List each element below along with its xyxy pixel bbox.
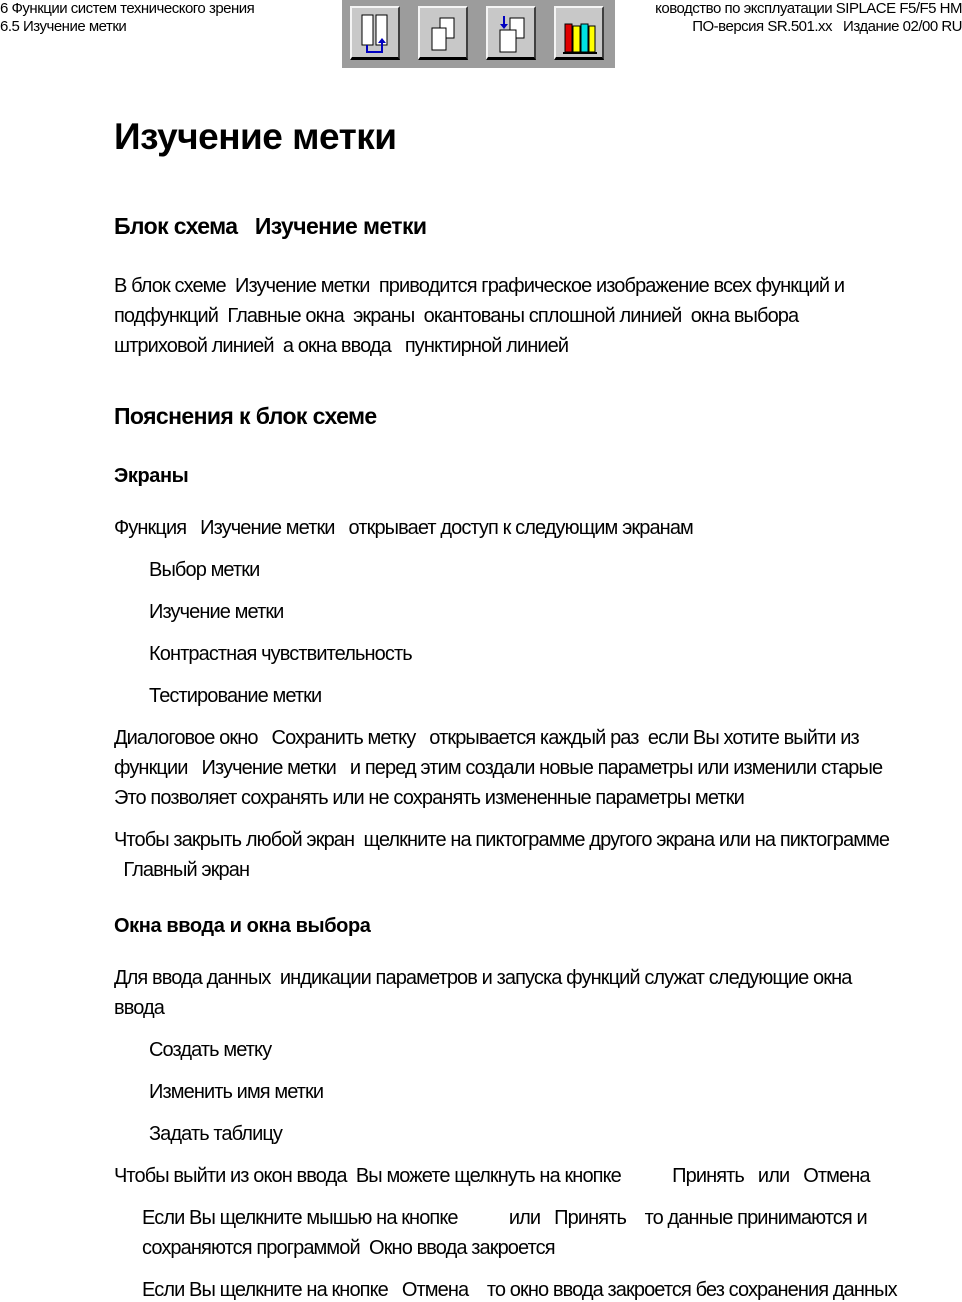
contents-button[interactable]	[350, 6, 400, 60]
navigation-toolbar	[342, 0, 615, 68]
heading-explanations: Пояснения к блок схеме	[114, 403, 377, 429]
paragraph-line: Функция Изучение метки открывает доступ к следующим экранам	[114, 517, 693, 539]
paragraph-line: Если Вы щелкните на кнопке Отмена то окно ввода закроется без сохранения данных	[142, 1279, 897, 1301]
list-item: Контрастная чувствительность	[149, 643, 412, 665]
back-page-icon	[492, 12, 532, 56]
paragraph-line: функции Изучение метки и перед этим создали новые параметры или изменили старые	[114, 757, 883, 779]
paragraph-line: Это позволяет сохранять или не сохранять измененные параметры метки	[114, 787, 744, 809]
list-item: Выбор метки	[149, 559, 260, 581]
paragraph-line: ввода	[114, 997, 165, 1019]
list-item: Задать таблицу	[149, 1123, 283, 1145]
header-version: ПО-версия SR.501.xx Издание 02/00 RU	[692, 18, 962, 35]
list-item: Изменить имя метки	[149, 1081, 324, 1103]
back-page-button[interactable]	[486, 6, 536, 60]
paragraph-line: штриховой линией а окна ввода пунктирной линией	[114, 335, 569, 357]
header-chapter: 6 Функции систем технического зрения	[0, 0, 255, 17]
paragraph-line: Чтобы выйти из окон ввода Вы можете щелкнуть на кнопке Принять или Отмена	[114, 1165, 870, 1187]
page-title: Изучение метки	[114, 116, 397, 157]
pages-button[interactable]	[418, 6, 468, 60]
header-manual: ководство по эксплуатации SIPLACE F5/F5 HM	[655, 0, 962, 17]
heading-screens: Экраны	[114, 465, 189, 487]
paragraph-line: Если Вы щелкните мышью на кнопке или Принять то данные принимаются и	[142, 1207, 867, 1229]
heading-flowchart: Блок схема Изучение метки	[114, 213, 427, 239]
paragraph-line: Для ввода данных индикации параметров и запуска функций служат следующие окна	[114, 967, 852, 989]
header-section: 6.5 Изучение метки	[0, 18, 127, 35]
paragraph-line: Чтобы закрыть любой экран щелкните на пиктограмме другого экрана или на пиктограмме	[114, 829, 890, 851]
contents-icon	[356, 12, 396, 56]
paragraph-line: Главный экран	[114, 859, 250, 881]
library-books-icon	[560, 12, 600, 56]
list-item: Создать метку	[149, 1039, 272, 1061]
library-button[interactable]	[554, 6, 604, 60]
list-item: Изучение метки	[149, 601, 284, 623]
heading-windows: Окна ввода и окна выбора	[114, 915, 371, 937]
paragraph-line: Диалоговое окно Сохранить метку открывается каждый раз если Вы хотите выйти из	[114, 727, 859, 749]
paragraph-line: сохраняются программой Окно ввода закроется	[142, 1237, 555, 1259]
list-item: Тестирование метки	[149, 685, 322, 707]
paragraph-line: В блок схеме Изучение метки приводится графическое изображение всех функций и	[114, 275, 845, 297]
paragraph-line: подфункций Главные окна экраны окантованы сплошной линией окна выбора	[114, 305, 799, 327]
pages-icon	[424, 12, 464, 56]
